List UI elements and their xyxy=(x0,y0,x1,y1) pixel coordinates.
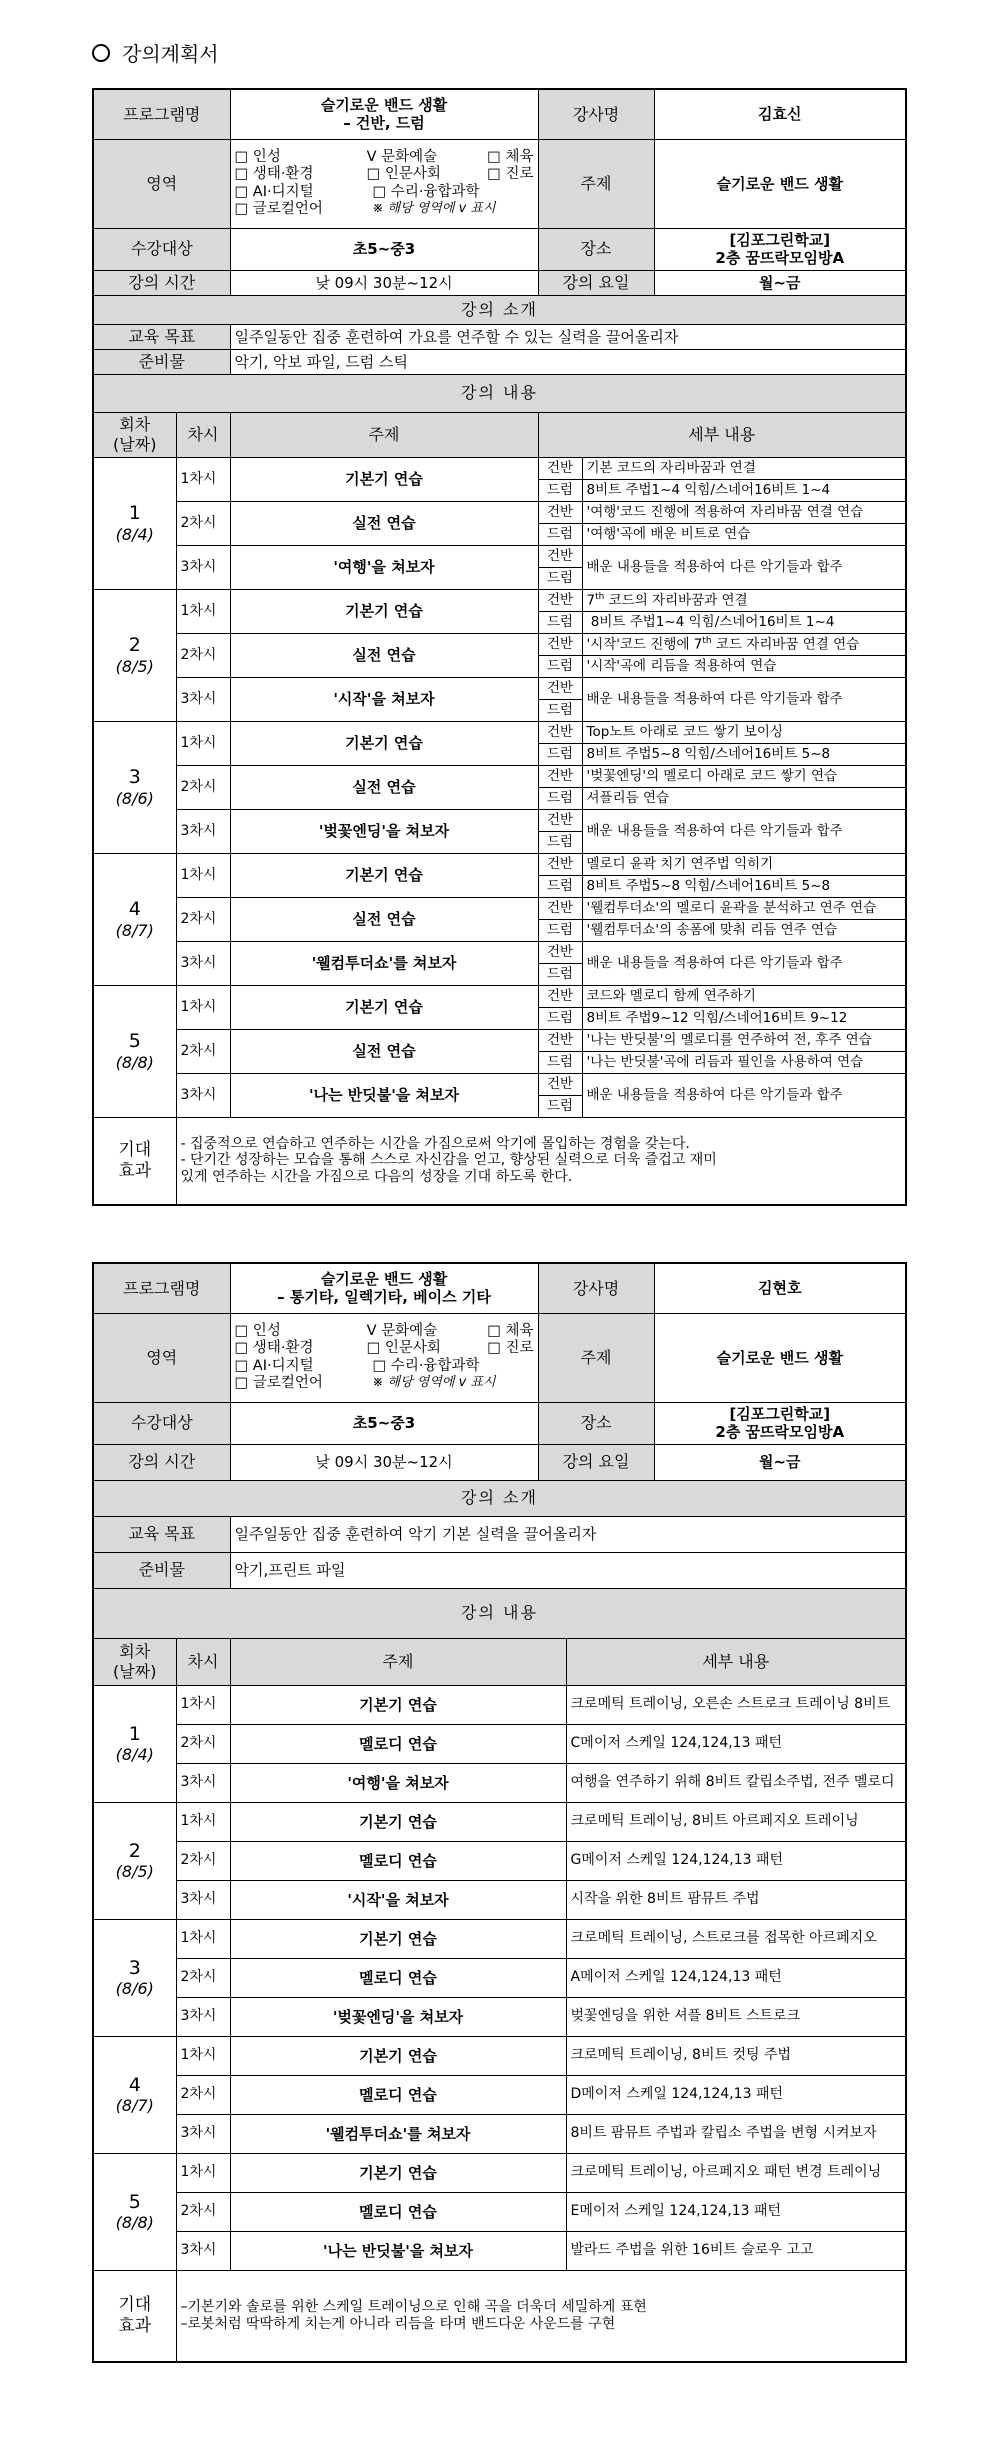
instrument-drum: 드럼 xyxy=(538,699,582,721)
col-topic-header: 주제 xyxy=(230,412,538,457)
place-value: [김포그린학교] 2층 꿈뜨락모임방A xyxy=(654,228,906,270)
session-label: 1차시 xyxy=(176,589,230,633)
area-note: ※ 해당 영역에 v 표시 xyxy=(372,200,496,216)
area-option: V 문화예술 xyxy=(366,148,438,165)
day-cell: 5 (8/8) xyxy=(93,985,176,1117)
session-label: 2차시 xyxy=(176,1029,230,1073)
program-name: 슬기로운 밴드 생활 – 건반, 드럼 xyxy=(230,89,538,139)
session-topic: 멜로디 연습 xyxy=(230,1958,566,1997)
session-topic: '웰컴투더쇼'를 쳐보자 xyxy=(230,941,538,985)
session-topic: 기본기 연습 xyxy=(230,853,538,897)
session-label: 1차시 xyxy=(176,853,230,897)
instrument-drum: 드럼 xyxy=(538,787,582,809)
session-detail: 8비트 주법5~8 익힘/스네어16비트 5~8 xyxy=(582,743,906,765)
area-option: □ 수리·융합과학 xyxy=(372,1357,480,1374)
instrument-drum: 드럼 xyxy=(538,1051,582,1073)
session-topic: '여행'을 쳐보자 xyxy=(230,1763,566,1802)
instrument-keys: 건반 xyxy=(538,985,582,1007)
session-label: 2차시 xyxy=(176,501,230,545)
instructor-name: 김효신 xyxy=(654,89,906,139)
session-label: 2차시 xyxy=(176,765,230,809)
program-label: 프로그램명 xyxy=(93,89,230,139)
col-session-header: 차시 xyxy=(176,1638,230,1685)
goal-label: 교육 목표 xyxy=(93,1516,230,1552)
instrument-keys: 건반 xyxy=(538,633,582,655)
session-label: 3차시 xyxy=(176,2231,230,2270)
session-label: 3차시 xyxy=(176,1763,230,1802)
session-label: 1차시 xyxy=(176,985,230,1029)
effect-label: 기대 효과 xyxy=(93,2270,176,2362)
program-label: 프로그램명 xyxy=(93,1263,230,1313)
session-topic: 멜로디 연습 xyxy=(230,2192,566,2231)
instrument-drum: 드럼 xyxy=(538,875,582,897)
time-label: 강의 시간 xyxy=(93,270,230,295)
session-detail: 8비트 주법1~4 익힘/스네어16비트 1~4 xyxy=(582,479,906,501)
session-label: 1차시 xyxy=(176,1685,230,1724)
day-cell: 1 (8/4) xyxy=(93,1685,176,1802)
session-label: 3차시 xyxy=(176,2114,230,2153)
heading-text: 강의계획서 xyxy=(122,42,219,66)
target-label: 수강대상 xyxy=(93,228,230,270)
prep-label: 준비물 xyxy=(93,1552,230,1588)
day-cell: 3 (8/6) xyxy=(93,1919,176,2036)
instrument-keys: 건반 xyxy=(538,897,582,919)
session-label: 2차시 xyxy=(176,1724,230,1763)
session-label: 3차시 xyxy=(176,545,230,589)
session-detail: E메이저 스케일 124,124,13 패턴 xyxy=(566,2192,906,2231)
session-topic: 기본기 연습 xyxy=(230,589,538,633)
session-label: 3차시 xyxy=(176,809,230,853)
goal-value: 일주일동안 집중 훈련하여 가요를 연주할 수 있는 실력을 끌어올리자 xyxy=(230,324,906,349)
day-cell: 5 (8/8) xyxy=(93,2153,176,2270)
prep-value: 악기,프린트 파일 xyxy=(230,1552,906,1588)
instructor-label: 강사명 xyxy=(538,89,654,139)
session-topic: 기본기 연습 xyxy=(230,985,538,1029)
area-option: □ 인성 xyxy=(234,1322,281,1339)
area-option: □ 진로 xyxy=(487,166,534,183)
area-option: □ 체육 xyxy=(487,148,534,165)
session-label: 3차시 xyxy=(176,941,230,985)
session-label: 1차시 xyxy=(176,1802,230,1841)
area-label: 영역 xyxy=(93,1313,230,1402)
target-label: 수강대상 xyxy=(93,1402,230,1444)
session-detail: 크로메틱 트레이닝, 8비트 컷팅 주법 xyxy=(566,2036,906,2075)
session-topic: '벚꽃엔딩'을 쳐보자 xyxy=(230,1997,566,2036)
instrument-keys: 건반 xyxy=(538,809,582,831)
lecture-plan-guitars xyxy=(92,1262,907,2363)
instrument-keys: 건반 xyxy=(538,1029,582,1051)
area-option: □ 생태·환경 xyxy=(234,166,314,183)
prep-label: 준비물 xyxy=(93,349,230,374)
session-topic: 기본기 연습 xyxy=(230,2153,566,2192)
instructor-label: 강사명 xyxy=(538,1263,654,1313)
lecture-plan-keys-drums xyxy=(92,88,907,1206)
session-detail: 배운 내용들을 적용하여 다른 악기들과 합주 xyxy=(582,677,906,721)
instrument-keys: 건반 xyxy=(538,677,582,699)
instrument-drum: 드럼 xyxy=(538,1007,582,1029)
session-detail: 크로메틱 트레이닝, 스트로크를 접목한 아르페지오 xyxy=(566,1919,906,1958)
area-option: □ 체육 xyxy=(487,1322,534,1339)
session-topic: '여행'을 쳐보자 xyxy=(230,545,538,589)
day-cell: 4 (8/7) xyxy=(93,2036,176,2153)
subject-label: 주제 xyxy=(538,1313,654,1402)
instrument-keys: 건반 xyxy=(538,941,582,963)
target-value: 초5~중3 xyxy=(230,228,538,270)
subject-value: 슬기로운 밴드 생활 xyxy=(654,139,906,228)
session-detail: 8비트 팜뮤트 주법과 칼립소 주법을 변형 시켜보자 xyxy=(566,2114,906,2153)
session-topic: 멜로디 연습 xyxy=(230,1724,566,1763)
instrument-keys: 건반 xyxy=(538,457,582,479)
session-topic: 실전 연습 xyxy=(230,897,538,941)
expected-effect: –기본기와 솔로를 위한 스케일 트레이닝으로 인해 곡을 더욱더 세밀하게 표현 –로봇처럼 딱딱하게 치는게 아니라 리듬을 타며 밴드다운 사운드를 구현 xyxy=(176,2270,906,2362)
area-note: ※ 해당 영역에 v 표시 xyxy=(372,1374,496,1390)
time-value: 낮 09시 30분~12시 xyxy=(230,270,538,295)
session-topic: 기본기 연습 xyxy=(230,721,538,765)
time-value: 낮 09시 30분~12시 xyxy=(230,1444,538,1480)
session-label: 3차시 xyxy=(176,1073,230,1117)
session-detail: 배운 내용들을 적용하여 다른 악기들과 합주 xyxy=(582,545,906,589)
session-label: 1차시 xyxy=(176,457,230,501)
session-detail: '여행'코드 진행에 적용하여 자리바꿈 연결 연습 xyxy=(582,501,906,523)
area-option: □ 인성 xyxy=(234,148,281,165)
session-topic: '시작'을 쳐보자 xyxy=(230,1880,566,1919)
heading-circle-icon xyxy=(92,44,110,62)
instrument-keys: 건반 xyxy=(538,721,582,743)
document-heading xyxy=(92,38,219,67)
instrument-drum: 드럼 xyxy=(538,655,582,677)
area-option: □ AI·디지털 xyxy=(234,183,314,200)
instrument-keys: 건반 xyxy=(538,545,582,567)
instrument-drum: 드럼 xyxy=(538,743,582,765)
session-topic: 기본기 연습 xyxy=(230,2036,566,2075)
col-session-header: 차시 xyxy=(176,412,230,457)
session-detail: D메이저 스케일 124,124,13 패턴 xyxy=(566,2075,906,2114)
instrument-drum: 드럼 xyxy=(538,831,582,853)
content-section-title: 강의 내용 xyxy=(93,374,906,412)
effect-label: 기대 효과 xyxy=(93,1117,176,1205)
session-label: 2차시 xyxy=(176,1958,230,1997)
col-detail-header: 세부 내용 xyxy=(538,412,906,457)
instrument-drum: 드럼 xyxy=(538,479,582,501)
instructor-name: 김현호 xyxy=(654,1263,906,1313)
session-detail: '시작'코드 진행에 7th 코드 자리바꿈 연결 연습 xyxy=(582,633,906,655)
subject-value: 슬기로운 밴드 생활 xyxy=(654,1313,906,1402)
days-value: 월~금 xyxy=(654,270,906,295)
session-topic: 기본기 연습 xyxy=(230,1919,566,1958)
session-detail: 8비트 주법9~12 익힘/스네어16비트 9~12 xyxy=(582,1007,906,1029)
col-day-header: 회차 (날짜) xyxy=(93,1638,176,1685)
instrument-drum: 드럼 xyxy=(538,611,582,633)
session-detail: 시작을 위한 8비트 팜뮤트 주법 xyxy=(566,1880,906,1919)
session-detail: '나는 반딧불'의 멜로디를 연주하여 전, 후주 연습 xyxy=(582,1029,906,1051)
session-topic: 실전 연습 xyxy=(230,501,538,545)
session-topic: '웰컴투더쇼'를 쳐보자 xyxy=(230,2114,566,2153)
session-topic: 실전 연습 xyxy=(230,633,538,677)
instrument-drum: 드럼 xyxy=(538,567,582,589)
session-topic: 멜로디 연습 xyxy=(230,1841,566,1880)
col-detail-header: 세부 내용 xyxy=(566,1638,906,1685)
session-detail: 8비트 주법5~8 익힘/스네어16비트 5~8 xyxy=(582,875,906,897)
session-detail: '여행'곡에 배운 비트로 연습 xyxy=(582,523,906,545)
day-cell: 2 (8/5) xyxy=(93,589,176,721)
prep-value: 악기, 악보 파일, 드럼 스틱 xyxy=(230,349,906,374)
session-detail: 기본 코드의 자리바꿈과 연결 xyxy=(582,457,906,479)
session-detail: 크로메틱 트레이닝, 오른손 스트로크 트레이닝 8비트 xyxy=(566,1685,906,1724)
instrument-drum: 드럼 xyxy=(538,963,582,985)
session-detail: '나는 반딧불'곡에 리듬과 필인을 사용하여 연습 xyxy=(582,1051,906,1073)
session-label: 3차시 xyxy=(176,677,230,721)
area-checklist xyxy=(230,139,538,228)
area-checklist xyxy=(230,1313,538,1402)
session-label: 2차시 xyxy=(176,1841,230,1880)
session-label: 1차시 xyxy=(176,2153,230,2192)
session-topic: 기본기 연습 xyxy=(230,1685,566,1724)
session-detail: 멜로디 윤곽 치기 연주법 익히기 xyxy=(582,853,906,875)
instrument-keys: 건반 xyxy=(538,501,582,523)
session-detail: '웰컴투더쇼'의 송폼에 맞춰 리듬 연주 연습 xyxy=(582,919,906,941)
instrument-drum: 드럼 xyxy=(538,919,582,941)
place-value: [김포그린학교] 2층 꿈뜨락모임방A xyxy=(654,1402,906,1444)
session-topic: 실전 연습 xyxy=(230,765,538,809)
program-name: 슬기로운 밴드 생활 – 통기타, 일렉기타, 베이스 기타 xyxy=(230,1263,538,1313)
instrument-keys: 건반 xyxy=(538,853,582,875)
day-cell: 4 (8/7) xyxy=(93,853,176,985)
session-topic: 실전 연습 xyxy=(230,1029,538,1073)
area-option: □ 수리·융합과학 xyxy=(372,183,480,200)
session-topic: '나는 반딧불'을 쳐보자 xyxy=(230,2231,566,2270)
day-cell: 2 (8/5) xyxy=(93,1802,176,1919)
col-day-header: 회차 (날짜) xyxy=(93,412,176,457)
session-detail: 여행을 연주하기 위해 8비트 칼립소주법, 전주 멜로디 xyxy=(566,1763,906,1802)
session-detail: 벚꽃엔딩을 위한 셔플 8비트 스트로크 xyxy=(566,1997,906,2036)
area-option: □ 생태·환경 xyxy=(234,1340,314,1357)
expected-effect: - 집중적으로 연습하고 연주하는 시간을 가짐으로써 악기에 몰입하는 경험을 갖는다. - 단기간 성장하는 모습을 통해 스스로 자신감을 얻고, 향상된 실력으로 더욱 즐겁고 재미 있게 연주하는 시간을 가짐으로 다음의 성장을 기대 하도록 한다. xyxy=(176,1117,906,1205)
col-topic-header: 주제 xyxy=(230,1638,566,1685)
session-label: 3차시 xyxy=(176,1997,230,2036)
session-label: 1차시 xyxy=(176,721,230,765)
session-label: 2차시 xyxy=(176,897,230,941)
area-option: □ 진로 xyxy=(487,1340,534,1357)
area-option: □ 글로컬언어 xyxy=(234,1374,323,1391)
session-label: 1차시 xyxy=(176,2036,230,2075)
session-topic: '나는 반딧불'을 쳐보자 xyxy=(230,1073,538,1117)
session-detail: '시작'곡에 리듬을 적용하여 연습 xyxy=(582,655,906,677)
time-label: 강의 시간 xyxy=(93,1444,230,1480)
day-cell: 1 (8/4) xyxy=(93,457,176,589)
session-detail: 배운 내용들을 적용하여 다른 악기들과 합주 xyxy=(582,809,906,853)
session-detail: C메이저 스케일 124,124,13 패턴 xyxy=(566,1724,906,1763)
days-value: 월~금 xyxy=(654,1444,906,1480)
area-option: □ AI·디지털 xyxy=(234,1357,314,1374)
intro-section-title: 강의 소개 xyxy=(93,295,906,324)
place-label: 장소 xyxy=(538,228,654,270)
session-detail: 셔플리듬 연습 xyxy=(582,787,906,809)
session-topic: 기본기 연습 xyxy=(230,457,538,501)
session-label: 2차시 xyxy=(176,2075,230,2114)
instrument-drum: 드럼 xyxy=(538,523,582,545)
instrument-keys: 건반 xyxy=(538,589,582,611)
session-detail: 배운 내용들을 적용하여 다른 악기들과 합주 xyxy=(582,941,906,985)
session-detail: 크로메틱 트레이닝, 아르페지오 패턴 변경 트레이닝 xyxy=(566,2153,906,2192)
session-label: 2차시 xyxy=(176,2192,230,2231)
area-option: □ 글로컬언어 xyxy=(234,200,323,217)
session-detail: A메이저 스케일 124,124,13 패턴 xyxy=(566,1958,906,1997)
session-label: 1차시 xyxy=(176,1919,230,1958)
instrument-drum: 드럼 xyxy=(538,1095,582,1117)
area-label: 영역 xyxy=(93,139,230,228)
place-label: 장소 xyxy=(538,1402,654,1444)
goal-value: 일주일동안 집중 훈련하여 악기 기본 실력을 끌어올리자 xyxy=(230,1516,906,1552)
instrument-keys: 건반 xyxy=(538,765,582,787)
session-detail: 코드와 멜로디 함께 연주하기 xyxy=(582,985,906,1007)
session-detail: 배운 내용들을 적용하여 다른 악기들과 합주 xyxy=(582,1073,906,1117)
day-cell: 3 (8/6) xyxy=(93,721,176,853)
session-detail: 7th 코드의 자리바꿈과 연결 xyxy=(582,589,906,611)
content-section-title: 강의 내용 xyxy=(93,1588,906,1638)
session-topic: 멜로디 연습 xyxy=(230,2075,566,2114)
session-topic: 기본기 연습 xyxy=(230,1802,566,1841)
area-option: □ 인문사회 xyxy=(366,166,441,183)
session-label: 3차시 xyxy=(176,1880,230,1919)
session-topic: '벚꽃엔딩'을 쳐보자 xyxy=(230,809,538,853)
session-topic: '시작'을 쳐보자 xyxy=(230,677,538,721)
target-value: 초5~중3 xyxy=(230,1402,538,1444)
session-detail: 8비트 주법1~4 익힘/스네어16비트 1~4 xyxy=(582,611,906,633)
area-option: □ 인문사회 xyxy=(366,1340,441,1357)
days-label: 강의 요일 xyxy=(538,1444,654,1480)
area-option: V 문화예술 xyxy=(366,1322,438,1339)
session-detail: G메이저 스케일 124,124,13 패턴 xyxy=(566,1841,906,1880)
intro-section-title: 강의 소개 xyxy=(93,1480,906,1516)
session-detail: '웰컴투더쇼'의 멜로디 윤곽을 분석하고 연주 연습 xyxy=(582,897,906,919)
session-detail: '벚꽃엔딩'의 멜로디 아래로 코드 쌓기 연습 xyxy=(582,765,906,787)
goal-label: 교육 목표 xyxy=(93,324,230,349)
subject-label: 주제 xyxy=(538,139,654,228)
instrument-keys: 건반 xyxy=(538,1073,582,1095)
days-label: 강의 요일 xyxy=(538,270,654,295)
session-detail: Top노트 아래로 코드 쌓기 보이싱 xyxy=(582,721,906,743)
session-label: 2차시 xyxy=(176,633,230,677)
session-detail: 발라드 주법을 위한 16비트 슬로우 고고 xyxy=(566,2231,906,2270)
session-detail: 크로메틱 트레이닝, 8비트 아르페지오 트레이닝 xyxy=(566,1802,906,1841)
